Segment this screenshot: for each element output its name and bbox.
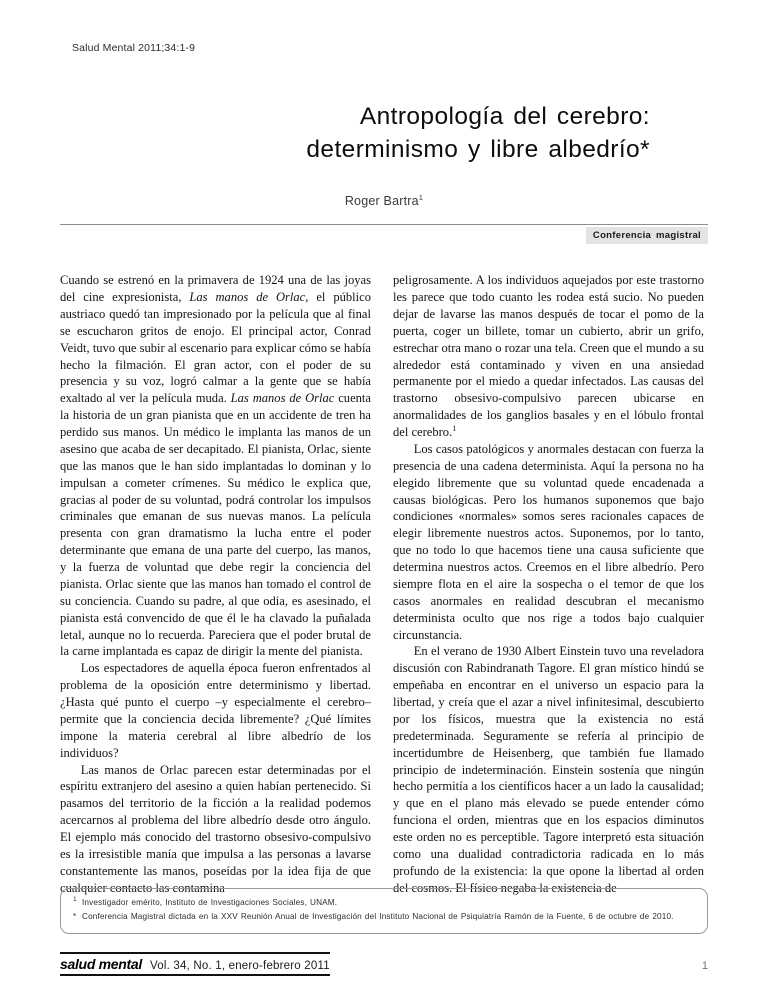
title-line-1: Antropología del cerebro: [359,103,650,130]
body-columns [60,272,708,896]
footnote-item: $^1$ Investigador emérito, Instituto de Investigaciones Sociales, UNAM. [73,896,338,907]
issue-info: Vol. 34, No. 1, enero-febrero 2011 [149,960,330,972]
running-head: Salud Mental 2011;34:1-9 [72,42,196,54]
page-number: 1 [701,960,708,972]
badge-row [60,227,708,244]
article-title [60,100,708,166]
footnote-marker: * [73,912,77,922]
footnote-item [73,910,695,924]
header-divider [60,224,708,225]
paragraph-text: peligrosamente. A los individuos aquejados por este trastorno les parece que todo cuanto les rodea está sucio. No pueden dejar de lavarse las manos después de tocar el pomo de la puerta, coger un billete, tomar un cubierto, abrir un grifo, estrechar otra mano o rozar una tela. Creen que el mundo a su alrededor está contaminado y viven en una ansiedad permanente por el miedo a quedar infectados. Las causas del trastorno obsesivo-compulsivo parecen ubicarse en anormalidades de los ganglios basales y en el lóbulo frontal del cerebro. [393,273,704,439]
paragraph: Los espectadores de aquella época fueron enfrentados al problema de la oposición entre determinismo y libertad. ¿Hasta qué punto el cuerpo –y especialmente el cerebro– permite que la conciencia decida libremente? ¿Qué límites impone la materia cerebral al libre albedrío de los individuos? [60,661,371,760]
author-name: Roger Bartra [344,194,419,209]
work-title-italic: Las manos de Orlac [189,290,306,304]
author-byline [60,194,708,208]
paragraph: En el verano de 1930 Albert Einstein tuvo una reveladora discusión con Rabindranath Tagore. El gran místico hindú se empeñaba en encontrar en el universo un espacio para la libertad, y creía que el azar a nivel infinitesimal, descubierto por los físicos, muestra que la existencia no está predeterminada. Seguramente se refería al principio de incertidumbre de Heisenberg, que también fue llamado principio de indeterminación. Einstein sostenía que ningún hecho permitía a los científicos hacer a un lado la causalidad; y que en el plano más elevado se puede entender cómo funciona el orden, mientras que en los espacios diminutos este orden no es perceptible. Tagore interpretó esta situación como una dualidad contradictoria radicada en lo más profundo de la existencia: la que opone la libertad al orden del cosmos. El físico negaba la existencia de [393,644,704,895]
footnote-box [60,888,708,934]
left-column [60,272,371,896]
paragraph-text: cuenta la historia de un gran pianista que en un accidente de tren ha perdido sus manos. Un médico le implanta las manos de un asesino que acaba de ser decapitado. El pianista, Orlac, siente que las manos que le han sido implantadas lo dominan y lo impulsan a cometer crímenes. Su médico le explica que, gracias al poder de su voluntad, podrá controlar los impulsos criminales que emanan de sus nuevas manos. La película presenta con gran dramatismo la lucha entre el poder determinante que emana de una parte del cuerpo, las manos, y la fuerza de voluntad que debe regir la conciencia del pianista. Orlac siente que las manos han tomado el control de su conciencia. Cuando su padre, al que odia, es asesinado, el pianista está convencido de que él le ha clavado la puñalada letal, aunque no lo recuerda. Pareciera que el poder brutal de la carne implantada es capaz de dirigir la mente del pianista. [60,391,371,659]
paragraph: Las manos de Orlac parecen estar determinadas por el espíritu extranjero del asesino a quien habían pertenecido. Si pasamos del territorio de la ficción a la realidad podemos acercarnos al problema del libre albedrío desde otro ángulo. El ejemplo más conocido del trastorno obsesivo-compulsivo es la irresistible manía que impulsa a las personas a lavarse constantemente las manos, poseídas por la idea fija de que cualquier contacto las contamina [60,762,371,895]
journal-logo: salud mental [60,956,142,972]
paragraph [393,272,704,441]
paragraph [60,272,371,660]
title-line-2: determinismo y libre albedrío* [306,136,650,164]
author-footnote-marker: 1 [418,192,424,202]
paragraph-text: , el público austriaco quedó tan impresionado por la película que al final se escucharon gritos de enojo. El principal actor, Conrad Veidt, tuvo que subir al escenario para explicar cómo se había hecho la filmación. El gran actor, con el poder de su presencia y su voz, logró calmar a la gente que se había exaltado al ver la película muda. [60,290,371,406]
paragraph: Los casos patológicos y anormales destacan con fuerza la presencia de una cadena determinista. Aquí la persona no ha elegido libremente que su voluntad quede encadenada a causas biológicas. Pero los humanos suponemos que bajo condiciones «normales» somos seres racionales capaces de elegir libremente nuestros actos. Suponemos, por lo tanto, que no todo lo que hacemos tiene una causa suficiente que determina nuestros actos. Creemos en el libre albedrío. Pero siempre flota en el aire la sospecha o el temor de que los casos anormales en realidad descubran el mecanismo determinista oculto que nos rige a todos bajo cualquier circunstancia. [393,441,704,642]
work-title-italic: Las manos de Orlac [230,391,335,406]
footnote-text: Conferencia Magistral dictada en la XXV Reunión Anual de Investigación del Instituto Nacional de Psiquiatría Ramón de la Fuente, 6 de octubre de 2010. [82,912,674,922]
paragraph-text: Cuando se estrenó en la primavera de 1924 una de las joyas del cine expresionista, [60,273,371,304]
page-footer [60,952,708,976]
footnote-reference: 1 [452,423,457,433]
footnote-text: Investigador emérito, Instituto de Investigaciones Sociales, UNAM. [82,898,338,907]
status-badge: Conferencia magistral [586,227,708,244]
right-column [393,272,704,896]
footer-journal-info [60,952,330,976]
